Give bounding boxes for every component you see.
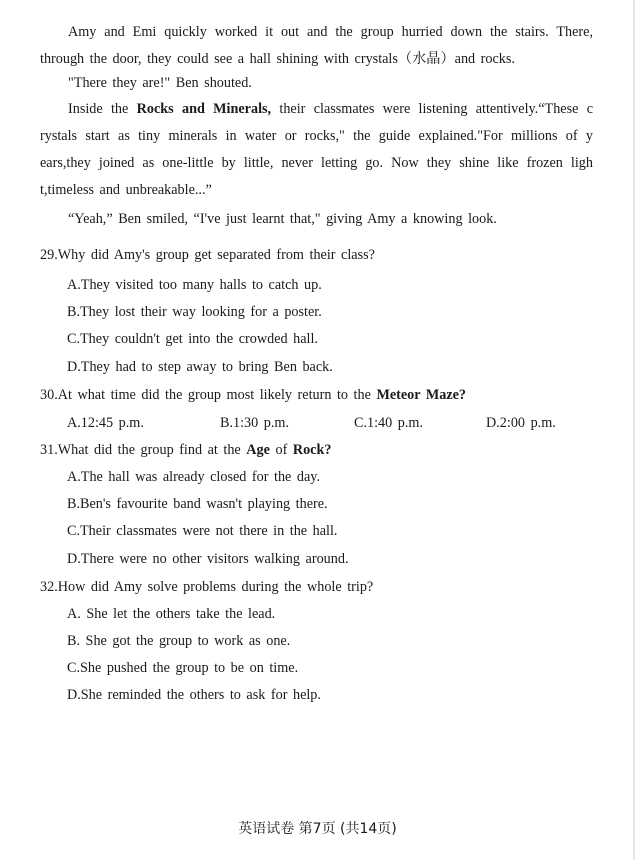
question-31-option-a: A.The hall was already closed for the day.	[67, 469, 320, 485]
question-30-stem	[40, 385, 466, 405]
question-30-option-b: B.1:30 p.m.	[220, 415, 290, 431]
hall-name-rock: Rock?	[292, 442, 332, 458]
passage-text: their classmates were listening attentively.“These c rystals start as tiny minerals in water or rocks," the guide explained."For millions of y ears,they joined as one-little by little, never letting go. Now they shine like frozen ligh t,timeless and unbreakable...”	[40, 101, 594, 198]
question-30-option-d: D.2:00 p.m.	[486, 415, 556, 431]
passage-paragraph-1: Amy and Emi quickly worked it out and the group hurried down the stairs. There, through the door, they could see a hall shining with crystals（水晶）and rocks.	[40, 24, 593, 67]
hall-name-rocks-minerals: Rocks and Minerals,	[136, 101, 272, 117]
question-31-option-d: D.There were no other visitors walking around.	[67, 551, 349, 567]
question-31-stem	[40, 440, 331, 460]
question-30-option-c: C.1:40 p.m.	[354, 415, 424, 431]
passage-text: Inside the	[68, 101, 137, 117]
passage-paragraph-4: “Yeah,” Ben smiled, “I've just learnt that," giving Amy a knowing look.	[68, 211, 497, 227]
passage-paragraph-3	[40, 96, 593, 204]
question-29-option-a: A.They visited too many halls to catch up.	[67, 277, 322, 293]
question-text: 30.At what time did the group most likely return to the	[40, 387, 377, 403]
page-footer: 英语试卷 第7页 (共14页)	[238, 821, 397, 837]
question-29-option-d: D.They had to step away to bring Ben back.	[67, 359, 333, 375]
hall-name-meteor-maze: Meteor Maze?	[376, 387, 467, 403]
question-30-option-a: A.12:45 p.m.	[67, 415, 144, 431]
question-32-stem: 32.How did Amy solve problems during the whole trip?	[40, 579, 374, 595]
question-31-option-b: B.Ben's favourite band wasn't playing there.	[67, 496, 328, 512]
question-text: of	[269, 442, 293, 458]
question-32-option-c: C.She pushed the group to be on time.	[67, 660, 299, 676]
question-29-stem: 29.Why did Amy's group get separated from their class?	[40, 247, 375, 263]
question-29-option-b: B.They lost their way looking for a poster.	[67, 304, 322, 320]
question-29-option-c: C.They couldn't get into the crowded hall.	[67, 331, 318, 347]
question-text: 31.What did the group find at the	[40, 442, 247, 458]
passage-paragraph-2: "There they are!" Ben shouted.	[68, 75, 252, 91]
question-31-option-c: C.Their classmates were not there in the hall.	[67, 523, 338, 539]
question-32-option-b: B. She got the group to work as one.	[67, 633, 291, 649]
hall-name-age: Age	[246, 442, 270, 458]
question-32-option-d: D.She reminded the others to ask for help.	[67, 687, 321, 703]
question-32-option-a: A. She let the others take the lead.	[67, 606, 276, 622]
